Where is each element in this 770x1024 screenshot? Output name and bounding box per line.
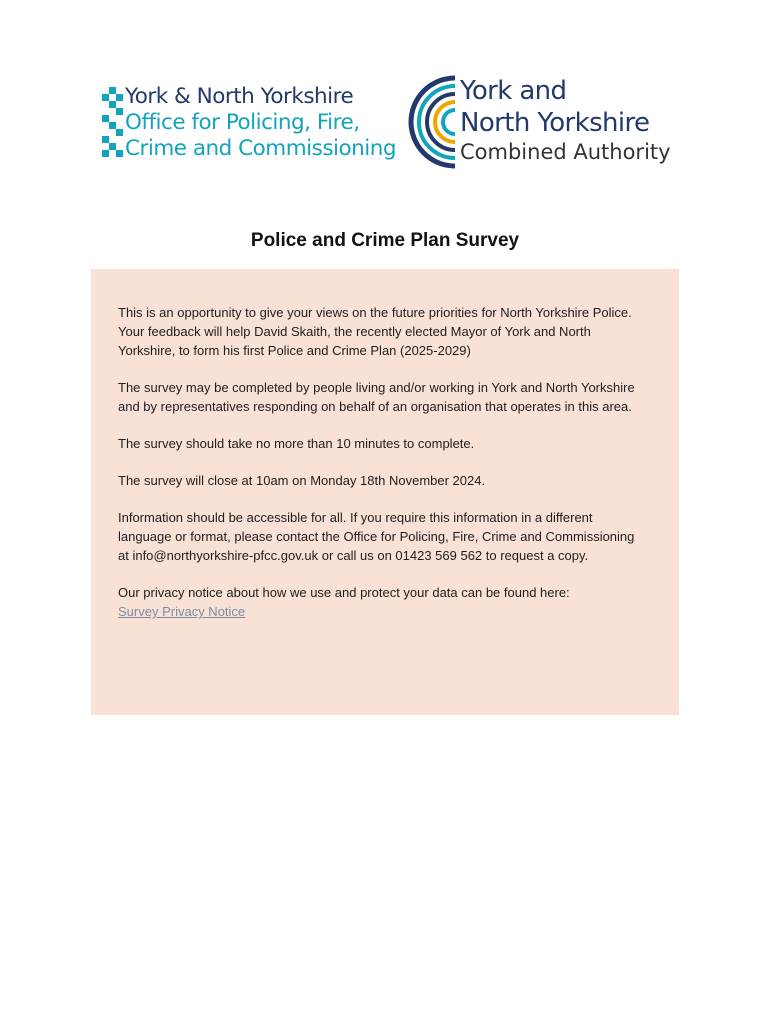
pfcc-logo — [100, 84, 397, 168]
combined-authority-logo — [408, 72, 678, 172]
closing-date-paragraph: The survey will close at 10am on Monday 18th November 2024. — [118, 473, 486, 488]
pfcc-logo-line3: Crime and Commissioning — [125, 136, 397, 161]
privacy-paragraph — [118, 583, 639, 621]
duration-paragraph: The survey should take no more than 10 minutes to complete. — [118, 436, 475, 451]
ca-logo-line1: York and — [460, 76, 567, 106]
pfcc-logo-line2: Office for Policing, Fire, — [125, 110, 360, 135]
intro-paragraph: This is an opportunity to give your views on the future priorities for North Yorkshire Police. Your feedback will help David Skaith, the recently elected Mayor of York and North Yorkshire, to form his first Police and Crime Plan (2025-2029) — [118, 305, 632, 358]
ca-logo-line3: Combined Authority — [460, 140, 671, 164]
page-title: Police and Crime Plan Survey — [250, 230, 520, 251]
checker-icon — [100, 84, 124, 164]
eligibility-paragraph: The survey may be completed by people living and/or working in York and North Yorkshire and by representatives responding on behalf of an organisation that operates in this area. — [118, 380, 635, 414]
accessibility-paragraph: Information should be accessible for all. If you require this information in a different language or format, please contact the Office for Policing, Fire, Crime and Commissioning at info@northyorkshire-pfcc.gov.uk or call us on 01423 569 562 to request a copy. — [118, 510, 635, 563]
privacy-notice-link[interactable]: Survey Privacy Notice — [118, 604, 246, 619]
info-panel — [91, 269, 679, 715]
ca-logo-line2: North Yorkshire — [460, 108, 650, 138]
concentric-arcs-icon — [408, 72, 458, 172]
privacy-text: Our privacy notice about how we use and protect your data can be found here: — [118, 585, 570, 600]
pfcc-logo-line1: York & North Yorkshire — [125, 84, 354, 109]
